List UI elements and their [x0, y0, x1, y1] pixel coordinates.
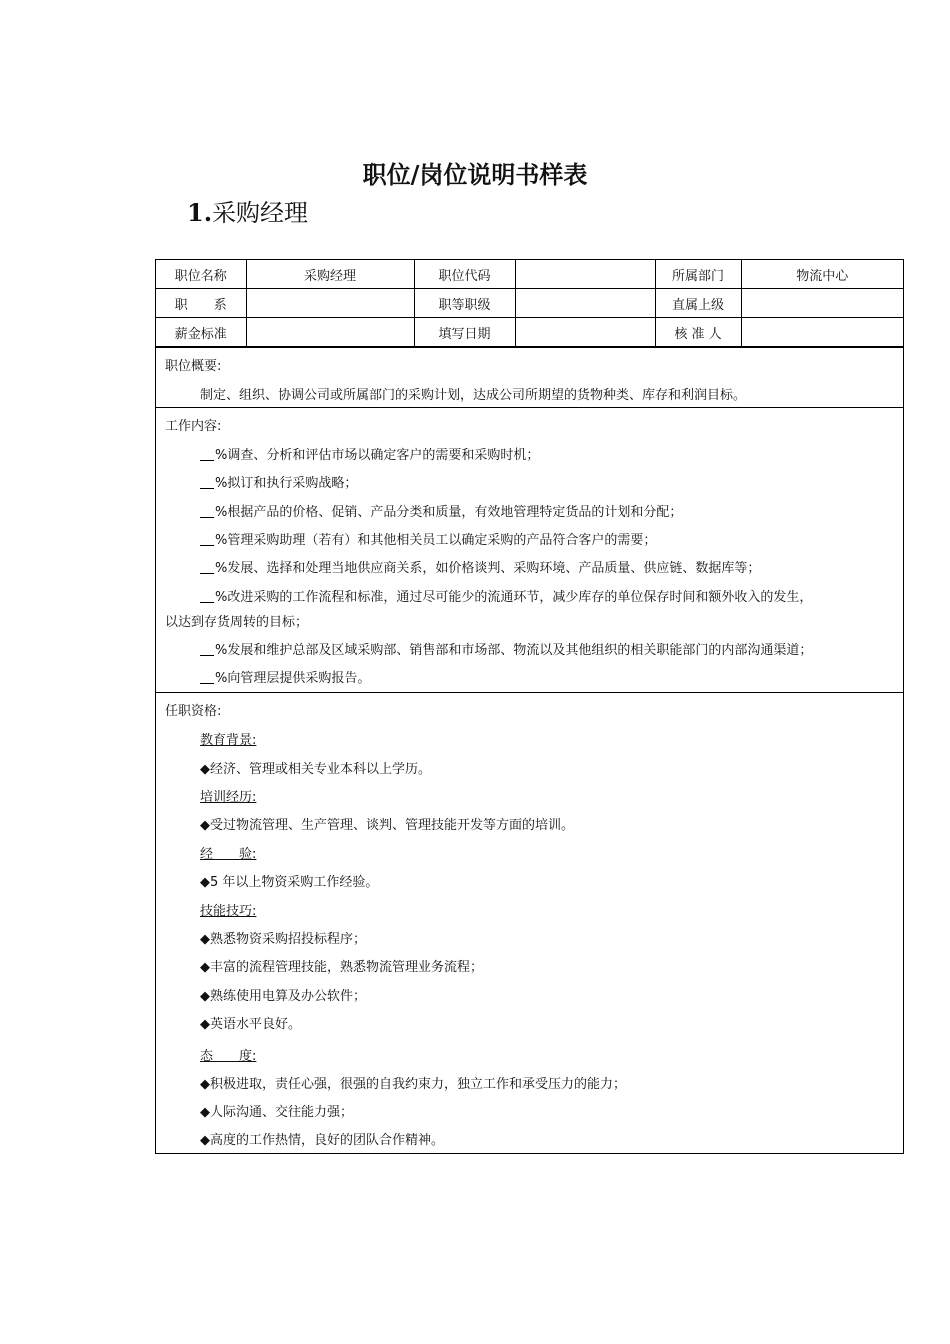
education-heading: 教育背景: [200, 733, 257, 748]
label-approver: 核 准 人 [655, 318, 741, 347]
duty-item: %发展和维护总部及区域采购部、销售部和市场部、物流以及其他组织的相关职能部门的内部沟通渠道； [200, 639, 812, 658]
skills-item: ◆丰富的流程管理技能，熟悉物流管理业务流程； [200, 960, 483, 975]
header-row [156, 289, 903, 318]
label-position-code: 职位代码 [414, 260, 515, 289]
position-number: 1. [187, 198, 213, 227]
value-position-code [515, 260, 655, 289]
training-heading: 培训经历: [200, 790, 257, 805]
qualifications-label: 任职资格: [165, 704, 222, 719]
attitude-item: ◆积极进取，责任心强，很强的自我约束力，独立工作和承受压力的能力； [200, 1077, 626, 1092]
duty-item-continuation: 以达到存货周转的目标； [165, 615, 309, 630]
duty-item: %管理采购助理（若有）和其他相关员工以确定采购的产品符合客户的需要； [200, 529, 656, 548]
value-department: 物流中心 [741, 260, 903, 289]
summary-section [156, 347, 903, 407]
attitude-item: ◆高度的工作热情，良好的团队合作精神。 [200, 1133, 444, 1148]
value-approver [741, 318, 903, 347]
duty-item: %向管理层提供采购报告。 [200, 667, 370, 686]
blank-line [200, 505, 214, 518]
duties-label: 工作内容: [165, 419, 222, 434]
job-description-form [155, 259, 904, 1154]
label-fill-date: 填写日期 [414, 318, 515, 347]
label-position-name: 职位名称 [156, 260, 246, 289]
blank-line [200, 643, 214, 656]
header-row [156, 260, 903, 289]
duty-item: %拟订和执行采购战略； [200, 472, 357, 491]
attitude-item: ◆人际沟通、交往能力强； [200, 1105, 353, 1120]
skills-item: ◆熟悉物资采购招投标程序； [200, 932, 366, 947]
experience-heading: 经 验: [200, 847, 257, 862]
blank-line [200, 561, 214, 574]
position-heading [187, 197, 308, 229]
position-name: 采购经理 [212, 199, 309, 227]
duty-item: %根据产品的价格、促销、产品分类和质量，有效地管理特定货品的计划和分配； [200, 501, 682, 520]
label-supervisor: 直属上级 [655, 289, 741, 318]
value-job-family [246, 289, 414, 318]
label-department: 所属部门 [655, 260, 741, 289]
summary-text: 制定、组织、协调公司或所属部门的采购计划，达成公司所期望的货物种类、库存和利润目标。 [200, 388, 747, 403]
duties-section [156, 407, 903, 692]
skills-heading: 技能技巧: [200, 904, 257, 919]
blank-line [200, 590, 214, 603]
value-salary [246, 318, 414, 347]
value-fill-date [515, 318, 655, 347]
label-grade: 职等职级 [414, 289, 515, 318]
summary-label: 职位概要: [165, 359, 222, 374]
duty-item: %改进采购的工作流程和标准，通过尽可能少的流通环节，减少库存的单位保存时间和额外收入的发生， [200, 586, 812, 605]
label-job-family: 职 系 [156, 289, 246, 318]
value-grade [515, 289, 655, 318]
label-salary: 薪金标准 [156, 318, 246, 347]
document-title: 职位/岗位说明书样表 [362, 160, 588, 189]
duty-item: %发展、选择和处理当地供应商关系，如价格谈判、采购环境、产品质量、供应链、数据库等； [200, 557, 760, 576]
blank-line [200, 533, 214, 546]
blank-line [200, 671, 214, 684]
education-item: ◆经济、管理或相关专业本科以上学历。 [200, 762, 431, 777]
value-supervisor [741, 289, 903, 318]
skills-item: ◆英语水平良好。 [200, 1017, 301, 1032]
header-row [156, 318, 903, 347]
training-item: ◆受过物流管理、生产管理、谈判、管理技能开发等方面的培训。 [200, 818, 574, 833]
duty-item: %调查、分析和评估市场以确定客户的需要和采购时机； [200, 444, 539, 463]
blank-line [200, 476, 214, 489]
value-position-name: 采购经理 [246, 260, 414, 289]
attitude-heading: 态 度: [200, 1049, 257, 1064]
header-table [156, 260, 903, 347]
experience-item: ◆5 年以上物资采购工作经验。 [200, 875, 379, 890]
skills-item: ◆熟练使用电算及办公软件； [200, 989, 366, 1004]
qualifications-section [156, 692, 903, 1153]
blank-line [200, 448, 214, 461]
